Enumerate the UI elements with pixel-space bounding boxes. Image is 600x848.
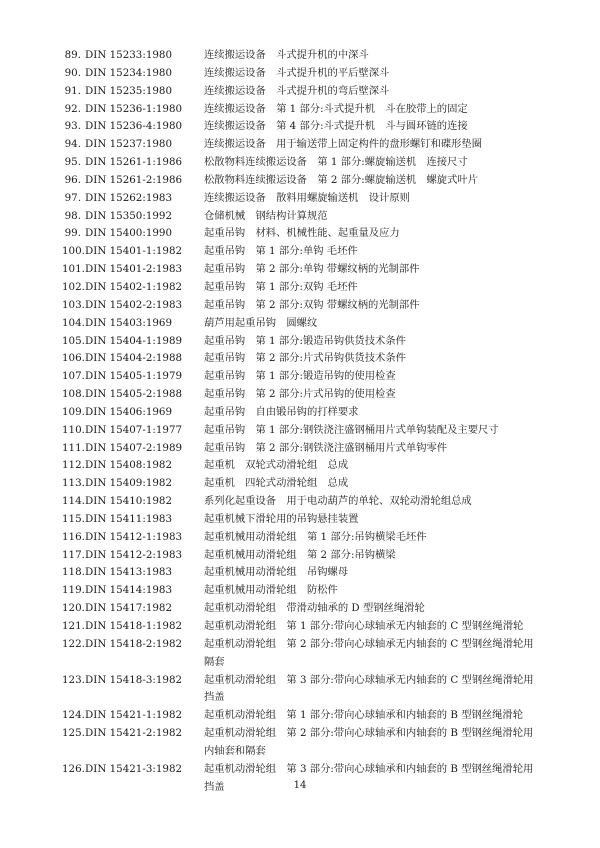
entry-number: 114. [62, 495, 85, 508]
list-item [62, 564, 542, 582]
standard-title: 松散物料连续搬运设备 第 2 部分:螺旋输送机 螺旋式叶片 [204, 173, 478, 186]
standard-code: DIN 15421-3:1982 [85, 762, 183, 775]
standard-title: 起重吊钩 第 2 部分:单钩 带螺纹柄的光制部件 [204, 263, 420, 276]
standard-code: DIN 15402-2:1983 [85, 298, 183, 311]
list-item [62, 511, 542, 529]
entry-number: 122. [62, 637, 85, 650]
standard-code: DIN 15405-1:1979 [85, 370, 183, 383]
list-item [62, 636, 542, 672]
entry-number: 89. [64, 49, 81, 61]
standard-code: DIN 15410:1982 [85, 495, 173, 508]
standard-code: DIN 15236-1:1980 [85, 102, 183, 115]
list-item [62, 618, 542, 636]
entry-number: 115. [62, 512, 85, 525]
standard-title: 仓储机械 钢结构计算规范 [204, 209, 328, 222]
standard-title: 起重机 四轮式动滑轮组 总成 [204, 477, 349, 490]
list-item [62, 672, 542, 708]
standard-title: 起重吊钩 第 1 部分:钢铁浇注盛钢桶用片式单钩装配及主要尺寸 [204, 423, 499, 436]
list-item [62, 47, 542, 65]
standard-code: DIN 15414:1983 [85, 584, 173, 597]
standard-title: 起重吊钩 第 1 部分:单钩 毛坯件 [204, 245, 358, 258]
standard-code: DIN 15418-1:1982 [85, 620, 183, 632]
standard-code: DIN 15408:1982 [85, 459, 173, 472]
standard-title: 起重机动滑轮组 第 1 部分:带向心球轴承无内轴套的 C 型钢丝绳滑轮 [204, 620, 524, 632]
standard-title: 起重吊钩 第 2 部分:片式吊钩的使用检查 [204, 388, 396, 401]
standard-title: 连续搬运设备 斗式提升机的中深斗 [204, 49, 369, 61]
standard-code: DIN 15417:1982 [85, 602, 173, 615]
list-item [62, 101, 542, 119]
list-item [62, 368, 542, 386]
standard-title: 起重机 双轮式动滑轮组 总成 [204, 459, 349, 472]
entry-number: 104. [62, 316, 85, 329]
standard-code: DIN 15403:1969 [85, 316, 173, 329]
entry-number: 98. [64, 209, 81, 222]
list-item [62, 707, 542, 725]
list-item [62, 315, 542, 333]
entry-number: 108. [62, 388, 85, 401]
list-item [62, 529, 542, 547]
entry-number: 125. [62, 727, 85, 740]
standard-title: 起重机动滑轮组 第 3 部分:带向心球轴承无内轴套的 C 型钢丝绳滑轮用挡盖 [204, 673, 534, 704]
list-item [62, 440, 542, 458]
standard-code: DIN 15404-2:1988 [85, 352, 183, 365]
standard-code: DIN 15413:1983 [85, 566, 173, 579]
standard-title: 起重吊钩 第 2 部分:双钩 带螺纹柄的光制部件 [204, 298, 420, 311]
standard-title: 连续搬运设备 第 1 部分:斗式提升机 斗在胶带上的固定 [204, 102, 468, 115]
standard-title: 起重机械用动滑轮组 第 2 部分:吊钩横梁 [204, 548, 396, 561]
entry-number: 105. [62, 334, 85, 347]
standard-code: DIN 15350:1992 [85, 209, 173, 222]
standard-code: DIN 15237:1980 [85, 138, 173, 151]
entry-number: 93. [64, 120, 81, 133]
standard-code: DIN 15234:1980 [85, 66, 173, 79]
standard-title: 连续搬运设备 斗式提升机的平后壁深斗 [204, 66, 390, 79]
standard-title: 起重机动滑轮组 第 1 部分:带向心球轴承和内轴套的 B 型钢丝绳滑轮 [204, 709, 523, 722]
standard-title: 连续搬运设备 用于输送带上固定构件的盘形螺钉和碟形垫圈 [204, 138, 483, 151]
standard-title: 松散物料连续搬运设备 第 1 部分:螺旋输送机 连接尺寸 [204, 156, 468, 169]
standard-code: DIN 15405-2:1988 [85, 388, 183, 401]
standard-code: DIN 15261-1:1986 [85, 156, 183, 169]
list-item [62, 547, 542, 565]
entry-number: 90. [64, 66, 81, 79]
entry-number: 111. [62, 441, 85, 454]
entry-number: 97. [64, 191, 81, 204]
list-item [62, 761, 542, 797]
standard-code: DIN 15406:1969 [85, 405, 173, 418]
standard-code: DIN 15401-2:1983 [85, 263, 183, 276]
standard-title: 起重吊钩 第 1 部分:锻造吊钩供货技术条件 [204, 334, 406, 347]
standard-code: DIN 15421-2:1982 [85, 727, 183, 740]
standard-title: 起重吊钩 第 2 部分:钢铁浇注盛钢桶用片式单钩零件 [204, 441, 448, 454]
standard-title: 起重机械用动滑轮组 第 1 部分:吊钩横梁毛坯件 [204, 530, 427, 543]
entry-number: 106. [62, 352, 85, 365]
list-item [62, 65, 542, 83]
list-item [62, 725, 542, 761]
standard-code: DIN 15418-3:1982 [85, 673, 183, 686]
standard-code: DIN 15262:1983 [85, 191, 173, 204]
list-item [62, 350, 542, 368]
standard-title: 起重吊钩 材料、机械性能、起重量及应力 [204, 227, 400, 240]
standard-title: 连续搬运设备 斗式提升机的弯后壁深斗 [204, 84, 390, 97]
standard-code: DIN 15402-1:1982 [85, 280, 183, 293]
entry-number: 113. [62, 477, 85, 490]
standard-code: DIN 15404-1:1989 [85, 334, 183, 347]
list-item [62, 297, 542, 315]
standard-title: 连续搬运设备 第 4 部分:斗式提升机 斗与圆环链的连接 [204, 120, 468, 133]
list-item [62, 83, 542, 101]
standard-code: DIN 15407-1:1977 [85, 423, 183, 436]
list-item [62, 600, 542, 618]
standard-title: 连续搬运设备 散料用螺旋输送机 设计原则 [204, 191, 410, 204]
list-item [62, 582, 542, 600]
entry-number: 124. [62, 709, 85, 722]
list-item [62, 190, 542, 208]
standard-title: 起重机械用动滑轮组 防松件 [204, 584, 338, 597]
standard-title: 起重机械用动滑轮组 吊钩螺母 [204, 566, 349, 579]
entry-number: 123. [62, 673, 85, 686]
standards-list [62, 47, 542, 796]
entry-number: 95. [64, 156, 81, 169]
list-item [62, 422, 542, 440]
list-item [62, 279, 542, 297]
list-item [62, 225, 542, 243]
list-item [62, 208, 542, 226]
entry-number: 100. [62, 245, 85, 258]
list-item [62, 404, 542, 422]
entry-number: 116. [62, 530, 85, 543]
list-item [62, 457, 542, 475]
standard-code: DIN 15421-1:1982 [85, 709, 183, 722]
standard-code: DIN 15400:1990 [85, 227, 173, 240]
entry-number: 94. [64, 138, 81, 151]
standard-code: DIN 15233:1980 [85, 49, 173, 61]
list-item [62, 243, 542, 261]
entry-number: 121. [62, 620, 85, 632]
entry-number: 126. [62, 762, 85, 775]
list-item [62, 386, 542, 404]
standard-code: DIN 15401-1:1982 [85, 245, 183, 258]
list-item [62, 136, 542, 154]
page-number: 14 [293, 780, 307, 791]
standard-code: DIN 15409:1982 [85, 477, 173, 490]
entry-number: 101. [62, 263, 85, 276]
entry-number: 107. [62, 370, 85, 383]
standard-code: DIN 15418-2:1982 [85, 637, 183, 650]
standard-code: DIN 15407-2:1989 [85, 441, 183, 454]
standard-code: DIN 15412-2:1983 [85, 548, 183, 561]
standard-title: 起重机械下滑轮用的吊钩悬挂装置 [204, 512, 359, 525]
entry-number: 110. [62, 423, 85, 436]
standard-title: 起重吊钩 第 2 部分:片式吊钩供货技术条件 [204, 352, 406, 365]
standard-title: 起重吊钩 第 1 部分:双钩 毛坯件 [204, 280, 358, 293]
entry-number: 117. [62, 548, 85, 561]
standard-title: 起重机动滑轮组 第 3 部分:带向心球轴承和内轴套的 B 型钢丝绳滑轮用挡盖 [204, 762, 534, 793]
entry-number: 99. [64, 227, 81, 240]
list-item [62, 154, 542, 172]
entry-number: 92. [64, 102, 81, 115]
entry-number: 120. [62, 602, 85, 615]
standard-title: 起重吊钩 第 1 部分:锻造吊钩的使用检查 [204, 370, 396, 383]
entry-number: 103. [62, 298, 85, 311]
list-item [62, 118, 542, 136]
standard-title: 系列化起重设备 用于电动葫芦的单轮、双轮动滑轮组总成 [204, 495, 472, 508]
list-item [62, 261, 542, 279]
entry-number: 119. [62, 584, 85, 597]
standard-code: DIN 15412-1:1983 [85, 530, 183, 543]
standard-title: 葫芦用起重吊钩 圆螺纹 [204, 316, 318, 329]
standard-title: 起重机动滑轮组 带滑动轴承的 D 型钢丝绳滑轮 [204, 602, 425, 615]
list-item [62, 333, 542, 351]
entry-number: 91. [64, 84, 81, 97]
standard-code: DIN 15236-4:1980 [85, 120, 183, 133]
entry-number: 96. [64, 173, 81, 186]
entry-number: 112. [62, 459, 85, 472]
standard-title: 起重吊钩 自由锻吊钩的打样要求 [204, 405, 359, 418]
standard-title: 起重机动滑轮组 第 2 部分:带向心球轴承无内轴套的 C 型钢丝绳滑轮用隔套 [204, 637, 534, 668]
list-item [62, 172, 542, 190]
list-item [62, 475, 542, 493]
standard-title: 起重机动滑轮组 第 2 部分:带向心球轴承和内轴套的 B 型钢丝绳滑轮用内轴套和隔套 [204, 727, 534, 757]
entry-number: 109. [62, 405, 85, 418]
standard-code: DIN 15411:1983 [85, 512, 173, 525]
entry-number: 102. [62, 280, 85, 293]
standard-code: DIN 15261-2:1986 [85, 173, 183, 186]
standard-code: DIN 15235:1980 [85, 84, 173, 97]
list-item [62, 493, 542, 511]
entry-number: 118. [62, 566, 85, 579]
